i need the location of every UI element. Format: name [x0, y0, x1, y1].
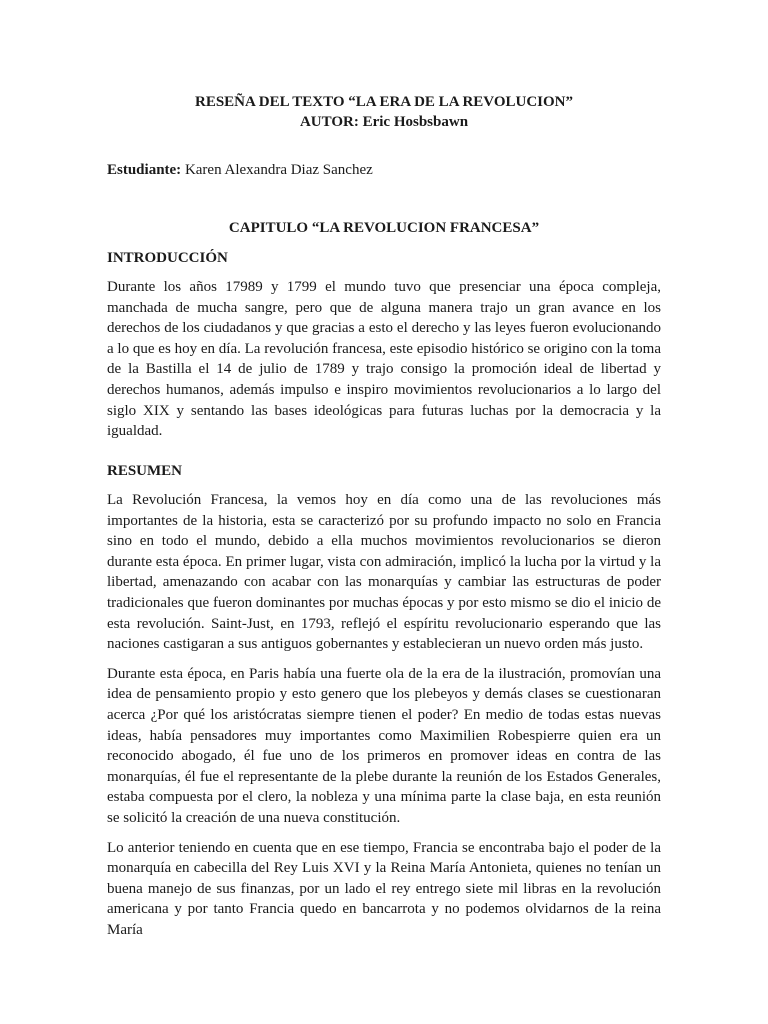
summary-paragraph-3: Lo anterior teniendo en cuenta que en ese tiempo, Francia se encontraba bajo el poder de la monarquía en cabecilla del Rey Luis XVI y la Reina María Antonieta, quienes no tenían un buena manejo de sus finanzas, por un lado el rey entrego siete mil libras en la revolución americana y por tanto Francia quedo en bancarrota y no podemos olvidarnos de la reina María — [107, 839, 661, 938]
summary-heading: RESUMEN — [107, 463, 183, 479]
chapter-title: CAPITULO “LA REVOLUCION FRANCESA” — [228, 220, 540, 236]
document-author: AUTOR: Eric Hosbsbawn — [299, 114, 469, 130]
summary-paragraph-2: Durante esta época, en Paris había una fuerte ola de la era de la ilustración, promovían una idea de pensamiento propio y esto genero que los plebeyos y demás clases se cuestionaran acerca ¿Por qué los aristócratas siempre tienen el poder? En medio de todas estas nuevas ideas, había pensadores muy importantes como Maximilien Robespierre quien era un reconocido abogado, él fue uno de los primeros en promover ideas en contra de las monarquías, él fue el representante de la plebe durante la reunión de los Estados Generales, estaba compuesta por el clero, la nobleza y una mínima parte la clase baja, en esta reunión se solicitó la creación de una nueva constitución. — [107, 665, 661, 826]
intro-paragraph: Durante los años 17989 y 1799 el mundo tuvo que presenciar una época compleja, manchada de mucha sangre, pero que de alguna manera trajo un gran avance en los derechos de los ciudadanos y que gracias a esto el derecho y las leyes fueron evolucionando a lo que es hoy en día. La revolución francesa, este episodio histórico se origino con la toma de la Bastilla el 14 de julio de 1789 y trajo consigo la promoción ideal de libertad y derechos humanos, además impulso e inspiro movimientos revolucionarios a lo largo del siglo XIX y sentando las bases ideológicas para futuras luchas por la democracia y la igualdad. — [107, 279, 661, 440]
document-title: RESEÑA DEL TEXTO “LA ERA DE LA REVOLUCION” — [194, 94, 573, 110]
summary-paragraph-1: La Revolución Francesa, la vemos hoy en día como una de las revoluciones más importantes de la historia, esta se caracterizó por su profundo impacto no solo en Francia sino en todo el mundo, debido a ella muchos movimientos revolucionarios se dieron durante esta época. En primer lugar, vista con admiración, implicó la lucha por la virtud y la libertad, amenazando con acabar con las monarquías y cambiar las estructuras de poder tradicionales que fueron dominantes por muchas épocas y por esto mismo se dio el inicio de esta revolución. Saint-Just, en 1793, reflejó el espíritu revolucionario esperando que las naciones castigaran a sus antiguos gobernantes y establecieran un nuevo orden más justo. — [107, 492, 661, 653]
intro-heading: INTRODUCCIÓN — [107, 250, 228, 266]
student-name: Karen Alexandra Diaz Sanchez — [181, 162, 373, 178]
summary-section — [107, 461, 661, 940]
introduction-section — [107, 248, 661, 442]
student-line — [107, 160, 373, 180]
title-block — [0, 92, 768, 132]
student-label: Estudiante: — [107, 162, 182, 178]
